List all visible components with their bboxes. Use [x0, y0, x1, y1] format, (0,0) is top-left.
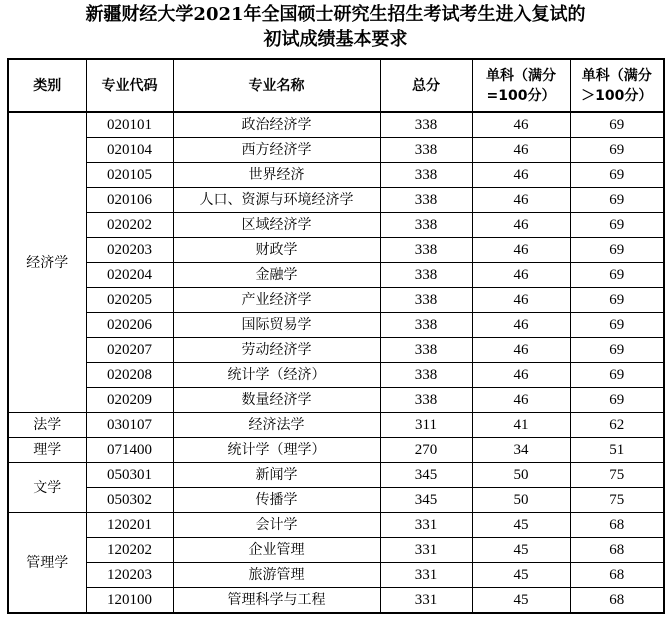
header-single-100-line2: =100分） [486, 87, 556, 104]
major-name-cell: 统计学（经济） [173, 363, 380, 388]
document-title [0, 2, 671, 52]
total-score-cell: 345 [380, 488, 472, 513]
title-line-2: 初试成绩基本要求 [263, 29, 408, 50]
total-score-cell: 338 [380, 388, 472, 413]
table-body [8, 112, 664, 613]
major-code-cell: 071400 [86, 438, 173, 463]
major-code-cell: 020203 [86, 238, 173, 263]
single-over-100-score-cell: 69 [570, 112, 664, 138]
major-code-cell: 120201 [86, 513, 173, 538]
single-over-100-score-cell: 68 [570, 513, 664, 538]
major-name-cell: 财政学 [173, 238, 380, 263]
table-row [8, 313, 664, 338]
single-over-100-score-cell: 69 [570, 263, 664, 288]
major-name-cell: 区域经济学 [173, 213, 380, 238]
total-score-cell: 338 [380, 313, 472, 338]
header-single-over-line2: ＞100分） [581, 87, 653, 104]
total-score-cell: 338 [380, 288, 472, 313]
category-cell: 管理学 [8, 513, 86, 614]
table-row [8, 138, 664, 163]
single-100-score-cell: 45 [472, 538, 570, 563]
header-category: 类别 [8, 59, 86, 112]
single-over-100-score-cell: 69 [570, 313, 664, 338]
header-single-over-line1: 单科（满分 [581, 67, 652, 84]
score-table-wrapper [7, 58, 665, 614]
single-100-score-cell: 46 [472, 338, 570, 363]
single-100-score-cell: 46 [472, 363, 570, 388]
category-cell: 经济学 [8, 112, 86, 413]
single-100-score-cell: 46 [472, 138, 570, 163]
total-score-cell: 270 [380, 438, 472, 463]
single-over-100-score-cell: 75 [570, 463, 664, 488]
major-name-cell: 统计学（理学） [173, 438, 380, 463]
single-100-score-cell: 50 [472, 463, 570, 488]
table-header [8, 59, 664, 112]
major-code-cell: 020105 [86, 163, 173, 188]
single-over-100-score-cell: 51 [570, 438, 664, 463]
title-line-1: 新疆财经大学2021年全国硕士研究生招生考试考生进入复试的 [85, 4, 586, 25]
table-row [8, 563, 664, 588]
major-name-cell: 新闻学 [173, 463, 380, 488]
single-over-100-score-cell: 69 [570, 338, 664, 363]
total-score-cell: 331 [380, 588, 472, 614]
major-code-cell: 020207 [86, 338, 173, 363]
table-row [8, 163, 664, 188]
single-100-score-cell: 46 [472, 288, 570, 313]
score-requirements-table [7, 58, 665, 614]
single-over-100-score-cell: 68 [570, 538, 664, 563]
single-over-100-score-cell: 69 [570, 213, 664, 238]
total-score-cell: 331 [380, 538, 472, 563]
single-over-100-score-cell: 69 [570, 163, 664, 188]
single-over-100-score-cell: 69 [570, 388, 664, 413]
single-100-score-cell: 46 [472, 313, 570, 338]
major-name-cell: 政治经济学 [173, 112, 380, 138]
major-name-cell: 劳动经济学 [173, 338, 380, 363]
single-over-100-score-cell: 68 [570, 563, 664, 588]
major-code-cell: 050301 [86, 463, 173, 488]
table-row [8, 413, 664, 438]
single-over-100-score-cell: 69 [570, 188, 664, 213]
single-over-100-score-cell: 69 [570, 138, 664, 163]
major-code-cell: 020208 [86, 363, 173, 388]
major-name-cell: 人口、资源与环境经济学 [173, 188, 380, 213]
major-code-cell: 030107 [86, 413, 173, 438]
single-100-score-cell: 46 [472, 263, 570, 288]
header-single-100 [472, 59, 570, 112]
total-score-cell: 338 [380, 338, 472, 363]
single-100-score-cell: 50 [472, 488, 570, 513]
single-over-100-score-cell: 69 [570, 238, 664, 263]
single-100-score-cell: 46 [472, 112, 570, 138]
major-name-cell: 世界经济 [173, 163, 380, 188]
table-row [8, 188, 664, 213]
major-name-cell: 产业经济学 [173, 288, 380, 313]
table-row [8, 112, 664, 138]
major-code-cell: 120202 [86, 538, 173, 563]
major-code-cell: 020104 [86, 138, 173, 163]
table-row [8, 263, 664, 288]
table-row [8, 288, 664, 313]
table-row [8, 488, 664, 513]
single-100-score-cell: 46 [472, 213, 570, 238]
major-name-cell: 国际贸易学 [173, 313, 380, 338]
total-score-cell: 311 [380, 413, 472, 438]
header-row [8, 59, 664, 112]
table-row [8, 388, 664, 413]
total-score-cell: 338 [380, 263, 472, 288]
table-row [8, 238, 664, 263]
single-100-score-cell: 45 [472, 513, 570, 538]
major-name-cell: 传播学 [173, 488, 380, 513]
single-over-100-score-cell: 75 [570, 488, 664, 513]
major-code-cell: 020106 [86, 188, 173, 213]
table-row [8, 538, 664, 563]
header-total: 总分 [380, 59, 472, 112]
header-single-over-100 [570, 59, 664, 112]
major-code-cell: 020101 [86, 112, 173, 138]
total-score-cell: 331 [380, 563, 472, 588]
total-score-cell: 331 [380, 513, 472, 538]
single-over-100-score-cell: 69 [570, 288, 664, 313]
category-cell: 文学 [8, 463, 86, 513]
major-name-cell: 西方经济学 [173, 138, 380, 163]
major-code-cell: 020202 [86, 213, 173, 238]
header-code: 专业代码 [86, 59, 173, 112]
single-100-score-cell: 46 [472, 238, 570, 263]
major-name-cell: 会计学 [173, 513, 380, 538]
single-100-score-cell: 34 [472, 438, 570, 463]
total-score-cell: 338 [380, 213, 472, 238]
table-row [8, 438, 664, 463]
total-score-cell: 338 [380, 363, 472, 388]
major-code-cell: 050302 [86, 488, 173, 513]
header-single-100-line1: 单科（满分 [486, 67, 556, 84]
table-row [8, 588, 664, 614]
major-name-cell: 管理科学与工程 [173, 588, 380, 614]
total-score-cell: 338 [380, 163, 472, 188]
table-row [8, 513, 664, 538]
major-name-cell: 企业管理 [173, 538, 380, 563]
major-name-cell: 旅游管理 [173, 563, 380, 588]
single-100-score-cell: 46 [472, 188, 570, 213]
single-100-score-cell: 41 [472, 413, 570, 438]
major-code-cell: 020205 [86, 288, 173, 313]
single-over-100-score-cell: 62 [570, 413, 664, 438]
single-100-score-cell: 46 [472, 388, 570, 413]
total-score-cell: 338 [380, 238, 472, 263]
category-cell: 法学 [8, 413, 86, 438]
total-score-cell: 338 [380, 112, 472, 138]
single-over-100-score-cell: 68 [570, 588, 664, 614]
major-name-cell: 经济法学 [173, 413, 380, 438]
major-code-cell: 020204 [86, 263, 173, 288]
major-code-cell: 020209 [86, 388, 173, 413]
single-100-score-cell: 45 [472, 588, 570, 614]
major-name-cell: 数量经济学 [173, 388, 380, 413]
major-code-cell: 120203 [86, 563, 173, 588]
total-score-cell: 338 [380, 188, 472, 213]
single-over-100-score-cell: 69 [570, 363, 664, 388]
header-name: 专业名称 [173, 59, 380, 112]
table-row [8, 338, 664, 363]
table-row [8, 213, 664, 238]
table-row [8, 463, 664, 488]
total-score-cell: 345 [380, 463, 472, 488]
single-100-score-cell: 46 [472, 163, 570, 188]
category-cell: 理学 [8, 438, 86, 463]
major-code-cell: 020206 [86, 313, 173, 338]
total-score-cell: 338 [380, 138, 472, 163]
major-code-cell: 120100 [86, 588, 173, 614]
table-row [8, 363, 664, 388]
major-name-cell: 金融学 [173, 263, 380, 288]
single-100-score-cell: 45 [472, 563, 570, 588]
